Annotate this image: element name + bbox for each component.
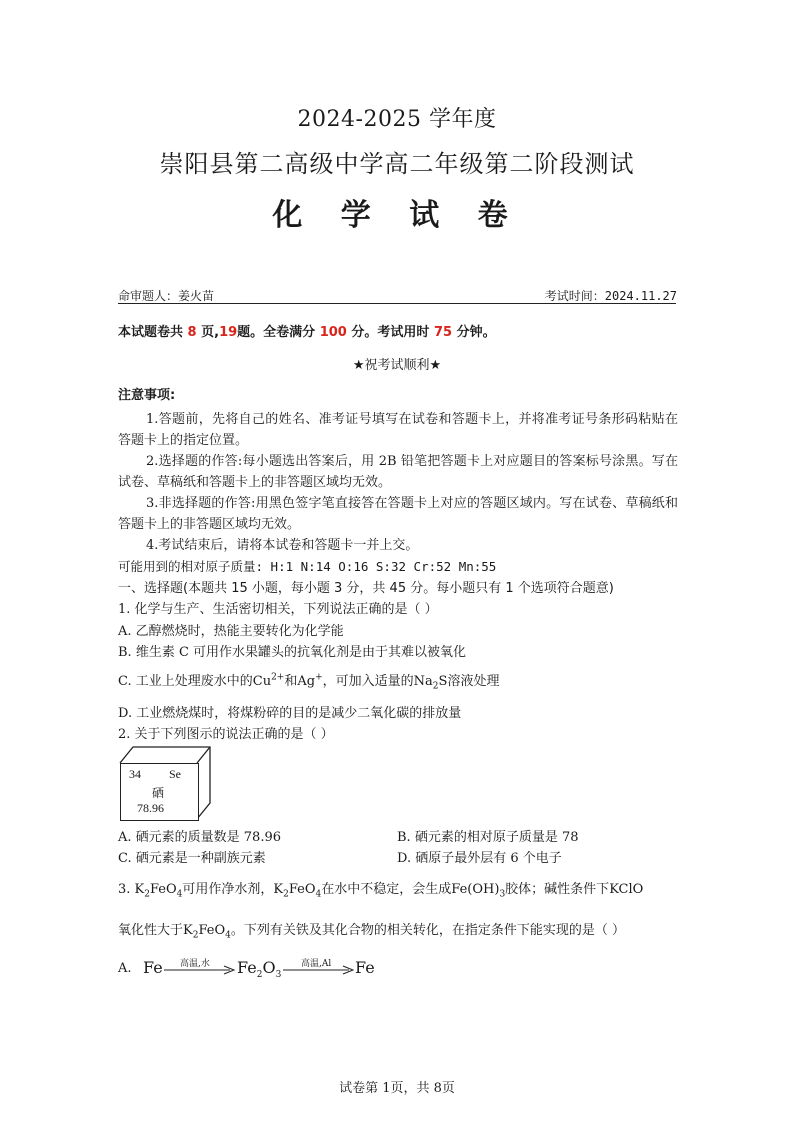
question-1-stem: 1. 化学与生产、生活密切相关，下列说法正确的是（ ） <box>118 602 438 617</box>
exam-year: 2024-2025 学年度 <box>297 107 497 132</box>
stem-text: 可用作净水剂， <box>182 882 274 897</box>
formula-k2feo4 <box>273 882 322 900</box>
subscript: 3 <box>499 889 506 900</box>
stem-text: 氧化性大于 <box>118 923 184 938</box>
question-2-option-b: B. 硒元素的相对原子质量是 78 <box>397 830 579 845</box>
formula-symbol: FeO <box>198 923 226 938</box>
atomic-masses: 可能用到的相对原子质量: H:1 N:14 O:16 S:32 Cr:52 Mn:55 <box>118 559 497 574</box>
notice-text: 本试题卷共 <box>118 325 184 340</box>
formula-kclo: KClO <box>609 882 644 897</box>
formula-symbol: Fe(OH) <box>451 882 500 897</box>
notice-text: 分钟。 <box>456 325 496 340</box>
option-text: ，可加入适量的 <box>322 674 414 689</box>
subscript: 2 <box>432 681 439 692</box>
exam-time: 考试时间：2024.11.27 <box>544 289 677 303</box>
formula-symbol: S <box>438 674 448 689</box>
notice-score: 100 <box>319 325 347 340</box>
attention-item: 4.考试结束后，请将本试卷和答题卡一并上交。 <box>146 538 419 553</box>
question-2-stem: 2. 关于下列图示的说法正确的是（ ） <box>118 727 334 742</box>
question-1-option-b: B. 维生素 C 可用作水果罐头的抗氧化剂是由于其难以被氧化 <box>118 645 467 660</box>
subscript: 3 <box>275 970 282 981</box>
formula-ag <box>297 674 322 689</box>
question-3-stem-line-1 <box>118 878 643 900</box>
formula-symbol: K <box>134 882 145 897</box>
notice-pages: 8 <box>187 325 197 340</box>
formula-symbol: FeO <box>150 882 177 897</box>
formula-symbol: Fe <box>237 958 257 977</box>
formula-symbol: Na <box>413 674 433 689</box>
question-3-option-a-label: A. <box>118 961 132 976</box>
species-fe: Fe <box>355 958 375 977</box>
formula-symbol: K <box>183 923 193 938</box>
exam-notice <box>118 321 496 340</box>
formula-k2feo4 <box>183 923 231 941</box>
attention-item: 1.答题前，先将自己的姓名、准考证号填写在试卷和答题卡上，并将准考证号条形码粘贴在答题卡上的指定位置。 <box>118 412 678 448</box>
formula-symbol: Ag <box>297 674 316 689</box>
notice-text: 分。考试用时 <box>351 325 430 340</box>
section-heading: 一、选择题(本题共 15 小题，每小题 3 分，共 45 分。每小题只有 1 个选项符合题意) <box>118 581 614 596</box>
option-text: 和 <box>284 674 298 689</box>
subscript: 2 <box>144 889 150 900</box>
relative-atomic-mass: 78.96 <box>137 801 164 815</box>
formula-symbol: O <box>262 958 276 977</box>
attention-item: 3.非选择题的作答:用黑色签字笔直接答在答题卡上对应的答题区域内。写在试卷、草稿纸和答题卡上的非答题区域均无效。 <box>118 496 678 532</box>
exam-subject-title: 化 学 试 卷 <box>272 198 522 233</box>
question-2-option-a: A. 硒元素的质量数是 78.96 <box>118 830 282 845</box>
question-2-option-d: D. 硒原子最外层有 6 个电子 <box>397 851 562 866</box>
element-name: 硒 <box>152 786 165 800</box>
subscript: 2 <box>283 889 289 900</box>
formula-na2s <box>413 674 448 692</box>
stem-text: 。下列有关铁及其化合物的相关转化，在指定条件下能实现的是（ ） <box>230 923 626 938</box>
option-text: C. 工业上处理废水中的 <box>118 674 253 689</box>
question-1-option-c <box>118 670 499 692</box>
reaction-condition: 高温,水 <box>180 959 210 969</box>
notice-questions: 19 <box>219 325 238 340</box>
good-luck-line: ★祝考试顺利★ <box>352 358 442 373</box>
header-divider <box>118 303 676 304</box>
stem-text: 在水中不稳定，会生成 <box>321 882 452 897</box>
attention-title: 注意事项: <box>118 388 176 403</box>
notice-minutes: 75 <box>433 325 453 340</box>
formula-symbol: FeO <box>288 882 316 897</box>
formula-feoh3 <box>451 882 506 900</box>
page-footer: 试卷第 1页，共 8页 <box>339 1081 455 1096</box>
formula-symbol: K <box>273 882 284 897</box>
question-2-option-c: C. 硒元素是一种副族元素 <box>118 851 266 866</box>
subscript: 4 <box>315 889 322 900</box>
charge: 2+ <box>271 672 285 683</box>
formula-symbol: Cu <box>252 674 272 689</box>
subscript: 4 <box>176 889 183 900</box>
question-1-option-a: A. 乙醇燃烧时，热能主要转化为化学能 <box>118 624 344 639</box>
author-line: 命审题人：姜火苗 <box>118 289 215 303</box>
question-number: 3. <box>118 882 131 897</box>
species-fe2o3 <box>237 958 281 980</box>
subscript: 4 <box>225 930 231 941</box>
reaction-condition: 高温,Al <box>301 959 332 969</box>
subscript: 2 <box>192 930 199 941</box>
reaction-arrow <box>164 965 236 975</box>
question-3-stem-line-2 <box>118 919 625 941</box>
exam-school-title: 崇阳县第二高级中学高二年级第二阶段测试 <box>159 150 635 178</box>
option-text: 溶液处理 <box>447 674 500 689</box>
notice-text: 题。全卷满分 <box>237 325 316 340</box>
charge: + <box>315 672 323 683</box>
reaction-arrow <box>283 965 355 975</box>
element-cell-selenium <box>120 763 199 821</box>
question-1-option-d: D. 工业燃烧煤时，将煤粉碎的目的是减少二氧化碳的排放量 <box>118 706 462 721</box>
atomic-number: 34 <box>129 767 141 781</box>
species-fe: Fe <box>143 958 163 977</box>
formula-cu <box>253 674 285 689</box>
formula-k2feo4 <box>134 882 183 900</box>
subscript: 2 <box>256 970 263 981</box>
element-symbol: Se <box>169 767 181 781</box>
notice-text: 页, <box>201 325 220 340</box>
attention-item: 2.选择题的作答:每小题选出答案后，用 2B 铅笔把答题卡上对应题目的答案标号涂黑。写在试卷、草稿纸和答题卡上的非答题区域均无效。 <box>118 454 678 490</box>
stem-text: 胶体；碱性条件下 <box>505 882 610 897</box>
